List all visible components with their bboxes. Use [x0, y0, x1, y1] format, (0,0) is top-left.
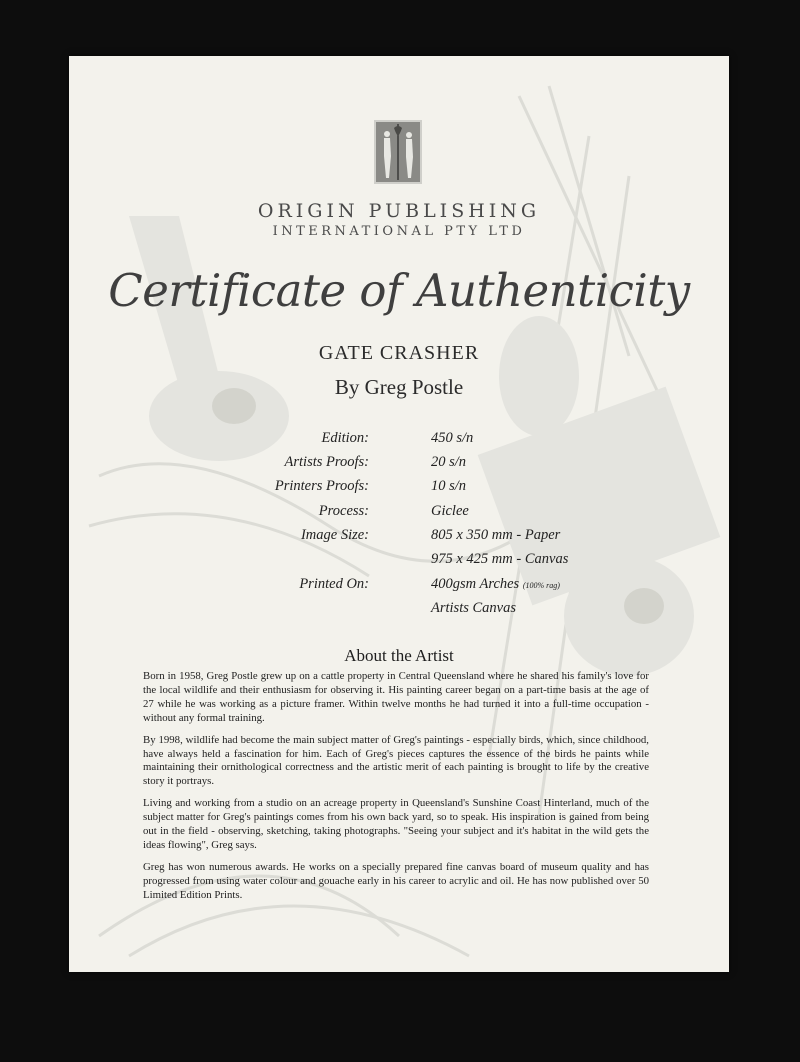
spec-value: 805 x 350 mm - Paper — [431, 527, 561, 543]
printed-on-paper: 400gsm Arches — [431, 576, 520, 592]
spec-value: 10 s/n — [431, 478, 467, 494]
spec-label: Image Size: — [300, 527, 369, 543]
spec-value — [431, 576, 560, 593]
about-heading: About the Artist — [344, 646, 454, 665]
spec-value: 450 s/n — [431, 430, 474, 446]
spec-label: Edition: — [321, 430, 369, 446]
artwork-title: GATE CRASHER — [318, 342, 480, 364]
publisher-subtitle: INTERNATIONAL PTY LTD — [272, 224, 526, 239]
about-paragraph: Born in 1958, Greg Postle grew up on a cattle property in Central Queensland where he shared his family's love for the local wildlife and their enthusiasm for observing it. His painting career began on a part-time basis at the age of 27 while he was working as a picture framer. Within twelve months he had turned it into a full-time occupation - without any formal training. — [143, 670, 649, 724]
spec-value: Artists Canvas — [431, 600, 516, 616]
spec-image-size — [69, 527, 729, 549]
about-paragraph: Living and working from a studio on an acreage property in Queensland's Sunshine Coast Hinterland, much of the subject matter for Greg's paintings comes from his own back yard, so to speak. His inspiration is gained from being out in the field - observing, sketching, taking photographs. "Seeing your subject and it's habitat in the wild gets the ideas flowing", Greg says. — [143, 797, 649, 851]
spec-printed-on-canvas — [69, 600, 729, 622]
printed-on-note: (100% rag) — [522, 581, 560, 590]
certificate-title: Certificate of Authenticity — [108, 264, 690, 317]
about-body — [143, 670, 649, 911]
spec-value: 20 s/n — [431, 454, 467, 470]
spec-value: 975 x 425 mm - Canvas — [431, 551, 569, 567]
about-paragraph: Greg has won numerous awards. He works on a specially prepared fine canvas board of museum quality and has progressed from using water colour and gouache early in his career to acrylic and oil. He has now published over 50 Limited Edition Prints. — [143, 860, 649, 901]
about-paragraph: By 1998, wildlife had become the main subject matter of Greg's paintings - especially birds, which, since childhood, have always held a fascination for him. Each of Greg's pieces captures the essence of the birds he paints while maintaining their ornithological correctness and the artistic merit of each painting is brought to life by the creative story it portrays. — [143, 733, 649, 788]
spec-edition — [69, 430, 729, 452]
certificate-card — [69, 56, 729, 972]
spec-value: Giclee — [431, 503, 469, 519]
spec-printed-on — [69, 576, 729, 598]
publisher-logo — [374, 120, 422, 184]
spec-label: Artists Proofs: — [284, 454, 369, 470]
spec-process — [69, 503, 729, 525]
spec-artists-proofs — [69, 454, 729, 476]
spec-printers-proofs — [69, 478, 729, 500]
artist-line: By Greg Postle — [334, 375, 464, 399]
spec-label: Process: — [318, 503, 369, 519]
spec-image-size-canvas — [69, 551, 729, 573]
spec-label: Printers Proofs: — [274, 478, 369, 494]
spec-label: Printed On: — [299, 576, 369, 592]
publisher-name: ORIGIN PUBLISHING — [257, 200, 541, 222]
